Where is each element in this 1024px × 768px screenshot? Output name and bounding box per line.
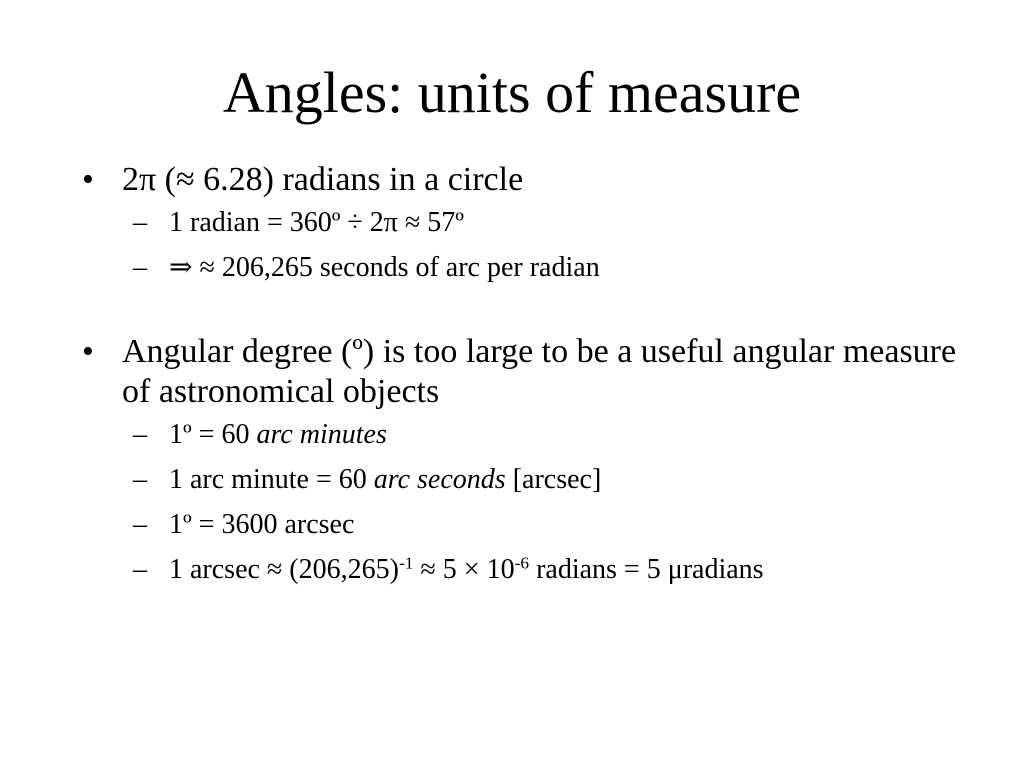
spacer: [82, 290, 982, 332]
superscript-exponent: -1: [398, 553, 414, 573]
sub-bullet-marker: –: [133, 464, 147, 495]
sub-bullet-text-part: 1º = 60: [169, 419, 257, 450]
bullet-marker: •: [82, 161, 94, 198]
sub-bullet-item: [82, 245, 982, 290]
sub-bullet-item: [82, 200, 982, 245]
sub-bullet-text: [169, 419, 387, 450]
bullet-item: [82, 160, 982, 200]
sub-bullet-marker: –: [133, 252, 147, 283]
sub-bullet-text-emphasis: arc minutes: [256, 419, 387, 450]
sub-bullet-text: [169, 554, 764, 585]
sub-bullet-text-part: ≈ 5 × 10: [413, 554, 515, 585]
sub-bullet-text: [169, 464, 601, 495]
sub-bullet-text: ⇒ ≈ 206,265 seconds of arc per radian: [169, 252, 600, 283]
sub-bullet-text-part: 1 arcsec ≈ (206,265): [169, 554, 399, 585]
bullet-text: 2π (≈ 6.28) radians in a circle: [122, 161, 524, 198]
sub-list: [82, 412, 982, 592]
sub-bullet-text-part: [arcsec]: [505, 464, 602, 495]
sub-bullet-marker: –: [133, 419, 147, 450]
sub-bullet-item: [82, 547, 982, 592]
superscript-exponent: -6: [514, 553, 530, 573]
sub-bullet-text: 1º = 3600 arcsec: [169, 509, 355, 540]
bullet-list: [82, 160, 982, 592]
sub-bullet-marker: –: [133, 207, 147, 238]
slide-title: Angles: units of measure: [222, 60, 802, 125]
sub-bullet-item: [82, 457, 982, 502]
sub-list: [82, 200, 982, 290]
sub-bullet-marker: –: [133, 554, 147, 585]
sub-bullet-text: 1 radian = 360º ÷ 2π ≈ 57º: [169, 207, 464, 238]
sub-bullet-text-part: 1 arc minute = 60: [169, 464, 374, 495]
sub-bullet-text-emphasis: arc seconds: [373, 464, 506, 495]
bullet-text: Angular degree (º) is too large to be a useful angular measure of astronomical objects: [122, 333, 957, 410]
bullet-item: [82, 332, 982, 412]
sub-bullet-item: [82, 412, 982, 457]
sub-bullet-item: [82, 502, 982, 547]
bullet-marker: •: [82, 333, 94, 370]
sub-bullet-marker: –: [133, 509, 147, 540]
sub-bullet-text-part: radians = 5 μradians: [529, 554, 764, 585]
